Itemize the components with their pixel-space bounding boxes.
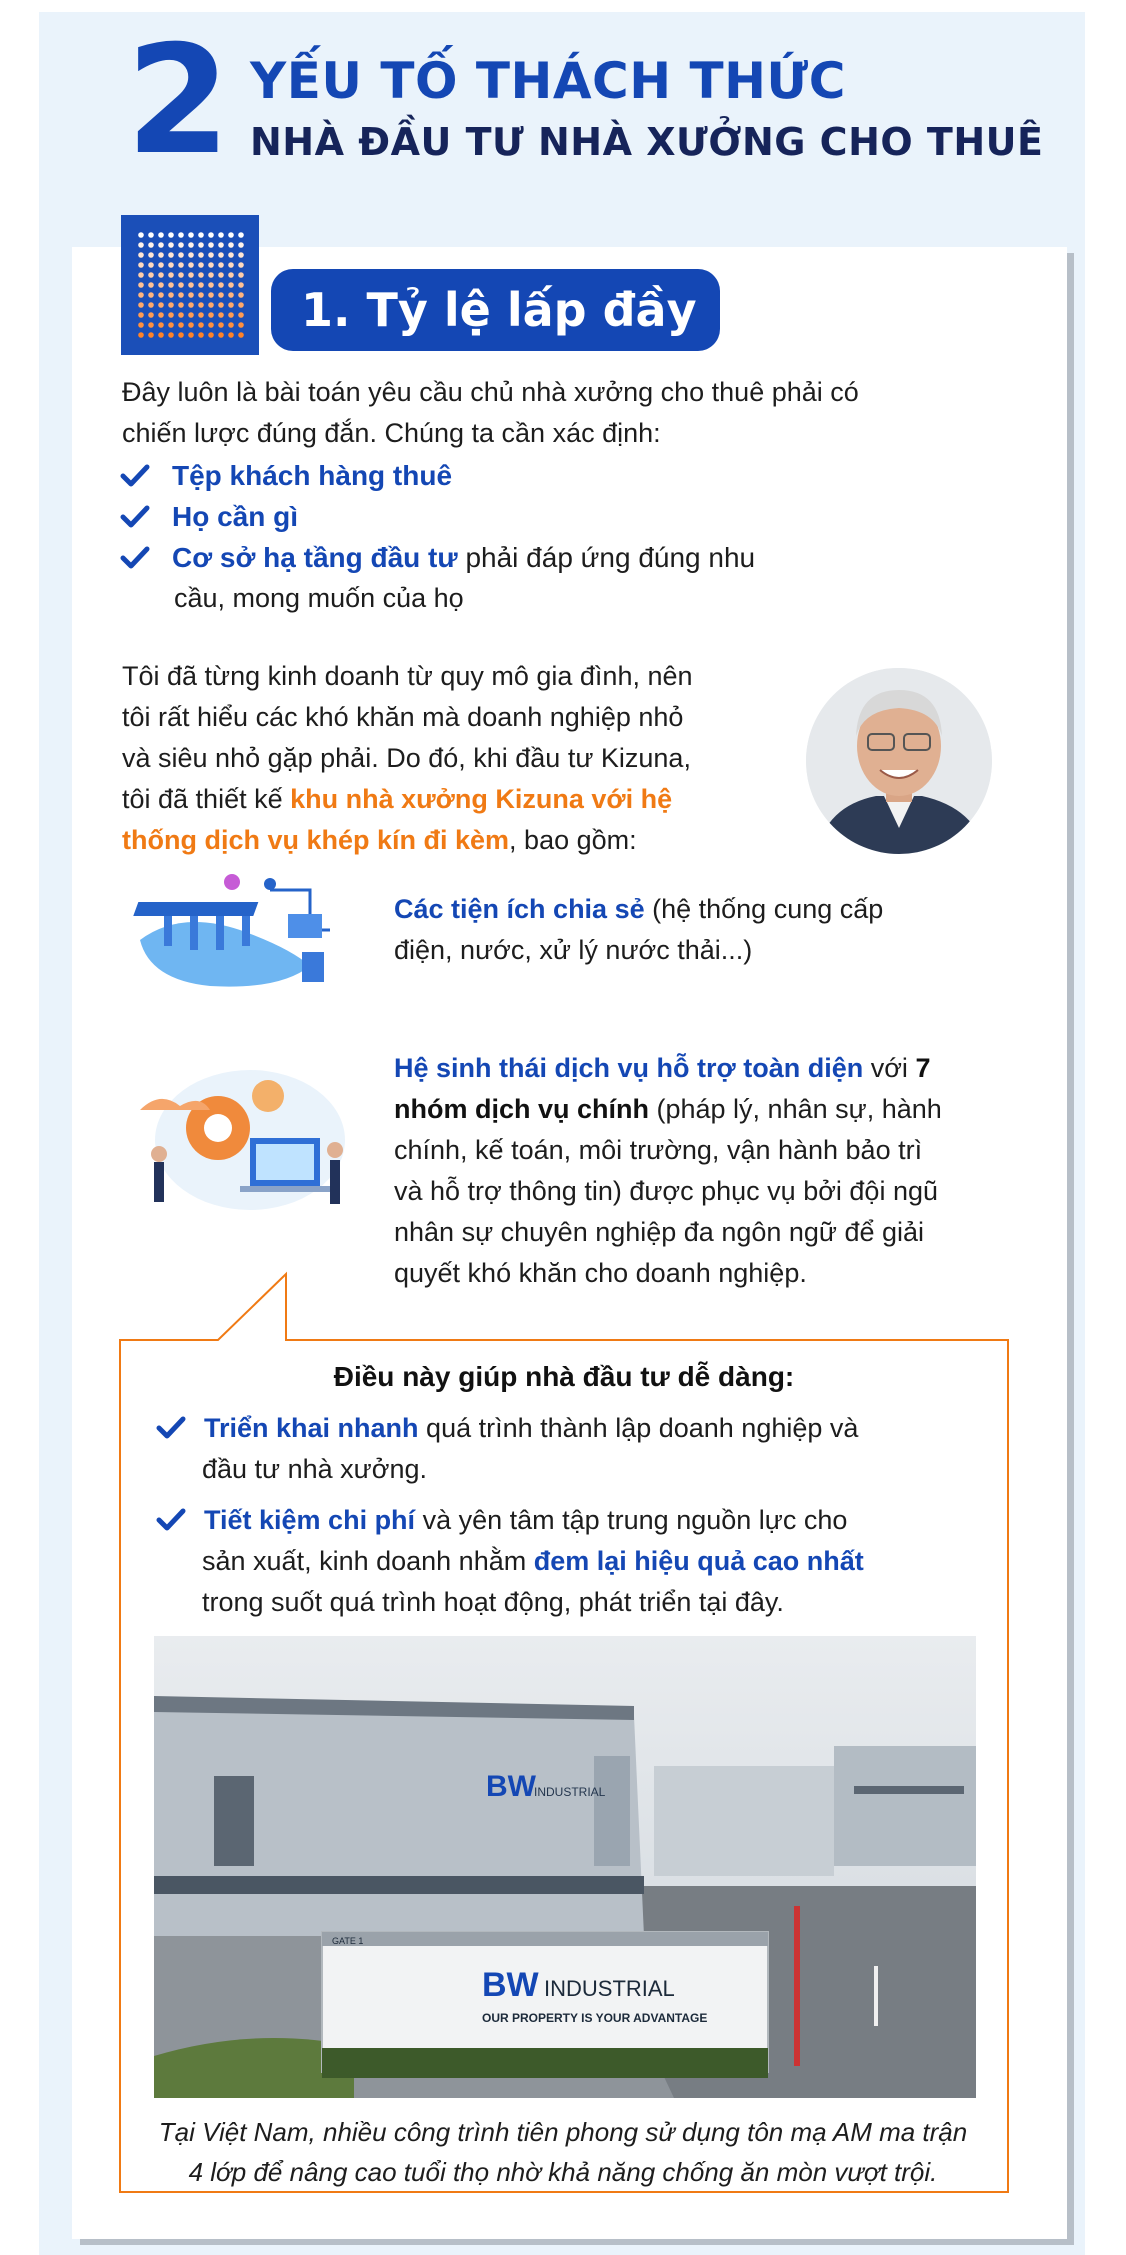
callout-item: Tiết kiệm chi phí và yên tâm tập trung nguồn lực cho sản xuất, kinh doanh nhằm đem lại hiệu quả cao nhất trong suốt quá trình hoạt động, phát triển tại đây.: [156, 1500, 1016, 1623]
feature-service-ecosystem: Hệ sinh thái dịch vụ hỗ trợ toàn diện với 7 nhóm dịch vụ chính (pháp lý, nhân sự, hành chính, kế toán, môi trường, vận hành bảo trì và hỗ trợ thông tin) được phục vụ bởi đội ngũ nhân sự chuyên nghiệp đa ngôn ngữ để giải quyết khó khăn cho doanh nghiệp.: [394, 1053, 942, 1288]
callout-item: Triển khai nhanh quá trình thành lập doanh nghiệp và đầu tư nhà xưởng.: [156, 1408, 996, 1490]
gate-label: GATE 1: [332, 1936, 364, 1946]
quote-text: Tôi đã từng kinh doanh từ quy mô gia đình, nên tôi rất hiểu các khó khăn mà doanh nghiệp nhỏ và siêu nhỏ gặp phải. Do đó, khi đầu tư Kizuna, tôi đã thiết kế khu nhà xưởng Kizuna với hệ thống dịch vụ khép kín đi kèm, bao gồm:: [122, 661, 693, 855]
svg-text:BW: BW: [486, 1770, 536, 1803]
sign-tagline: OUR PROPERTY IS YOUR ADVANTAGE: [482, 2011, 708, 2025]
svg-text:BW: BW: [482, 1966, 539, 2004]
check-item-continuation: cầu, mong muốn của họ: [174, 583, 464, 613]
section-title: 1. Tỷ lệ lấp đầy: [271, 269, 720, 351]
building-sign: INDUSTRIAL: [534, 1785, 606, 1799]
check-icon: [156, 1507, 186, 1533]
header-subtitle: NHÀ ĐẦU TƯ NHÀ XƯỞNG CHO THUÊ: [250, 120, 1044, 164]
check-icon: [156, 1415, 186, 1441]
photo-caption: Tại Việt Nam, nhiều công trình tiên phong sử dụng tôn mạ AM ma trận 4 lớp để nâng cao tuổi thọ nhờ khả năng chống ăn mòn vượt trội.: [158, 2117, 968, 2187]
callout-heading: Điều này giúp nhà đầu tư dễ dàng:: [333, 1361, 795, 1392]
sign-brand: INDUSTRIAL: [544, 1976, 675, 2001]
header-title: YẾU TỐ THÁCH THỨC: [250, 52, 846, 110]
intro-text: Đây luôn là bài toán yêu cầu chủ nhà xưởng cho thuê phải có chiến lược đúng đắn. Chúng ta cần xác định:: [122, 377, 859, 448]
check-item: Tệp khách hàng thuê: [120, 455, 452, 496]
check-item: Họ cần gì: [120, 496, 298, 537]
feature-shared-utilities: Các tiện ích chia sẻ (hệ thống cung cấp điện, nước, xử lý nước thải...): [394, 894, 884, 965]
header-number: 2: [126, 14, 227, 188]
factory-photo: [154, 1636, 976, 2098]
check-item: Cơ sở hạ tầng đầu tư phải đáp ứng đúng nhu: [120, 537, 755, 578]
